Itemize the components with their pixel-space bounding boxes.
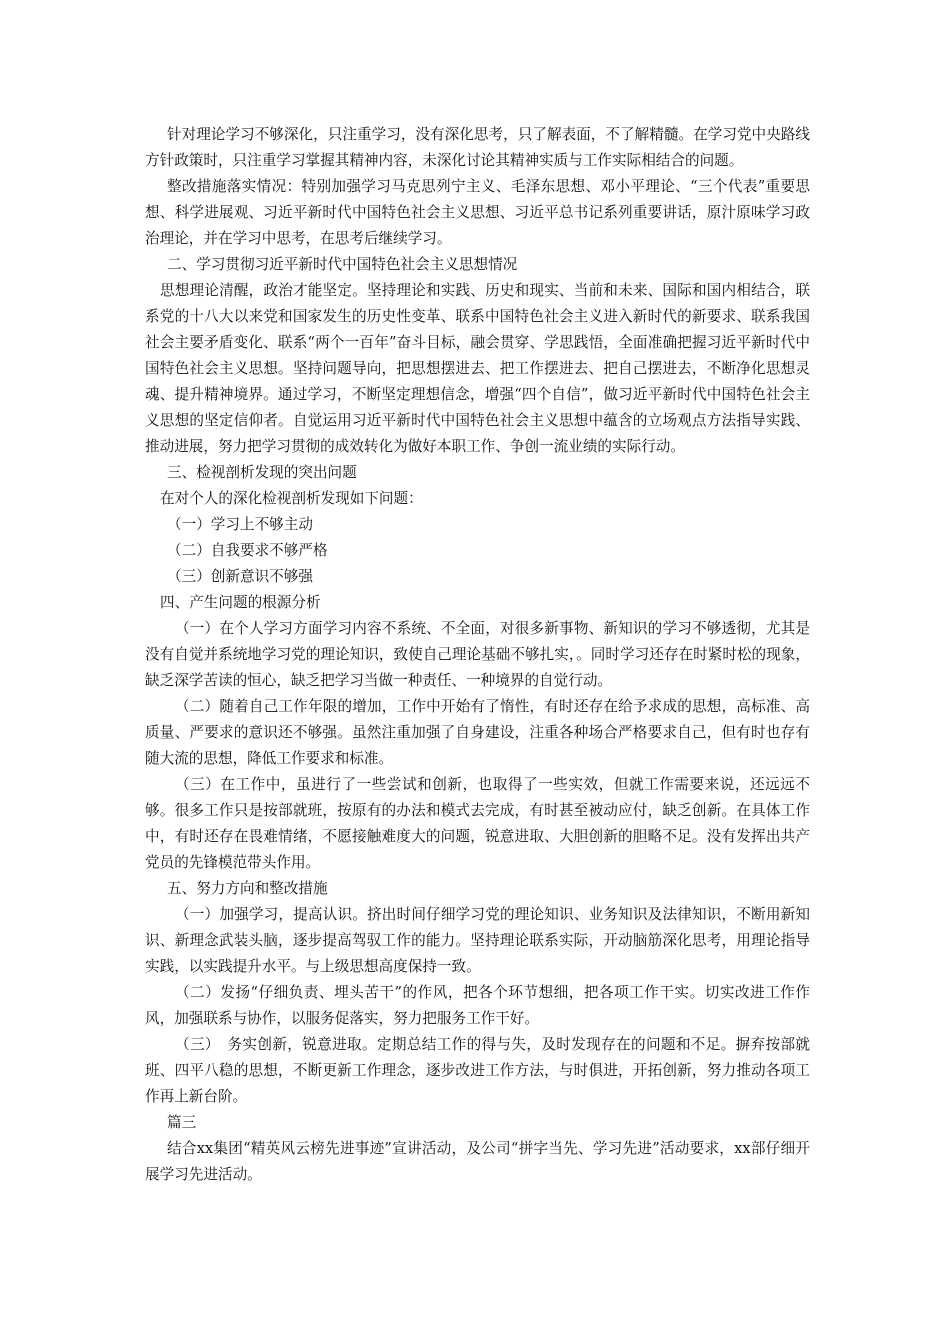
paragraph-theory-study-issue: 针对理论学习不够深化，只注重学习，没有深化思考，只了解表面，不了解精髓。在学习党中央路线方针政策时，只注重学习掌握其精神内容，未深化讨论其精神实质与工作实际相结合的问题。 xyxy=(145,126,810,169)
section-heading-2: 二、学习贯彻习近平新时代中国特色社会主义思想情况 xyxy=(167,256,518,273)
paragraph-learning-activity: 结合xx集团“精英风云榜先进事迹”宣讲活动，及公司“拼字当先、学习先进”活动要求，xx部仔细开展学习先进活动。 xyxy=(145,1140,810,1183)
paragraph-cause-1: （一）在个人学习方面学习内容不系统、不全面，对很多新事物、新知识的学习不够透彻，尤其是没有自觉并系统地学习党的理论知识，致使自己理论基础不够扎实，。同时学习还存在时紧时松的现象，缺乏深学苦读的恒心，缺乏把学习当做一种责任、一种境界的自觉行动。 xyxy=(145,620,810,689)
list-item-problem-2: （二）自我要求不够严格 xyxy=(167,542,328,559)
paragraph-cause-2: （二）随着自己工作年限的增加，工作中开始有了惰性，有时还存在给予求成的思想，高标准、高质量、严要求的意识还不够强。虽然注重加强了自身建设，注重各种场合严格要求自己，但有时也存有随大流的思想，降低工作要求和标准。 xyxy=(145,698,810,767)
paragraph-thought-theory: 思想理论清醒，政治才能坚定。坚持理论和实践、历史和现实、当前和未来、国际和国内相结合，联系党的十八大以来党和国家发生的历史性变革、联系中国特色社会主义进入新时代的新要求、联系我国社会主要矛盾变化、联系“两个一百年”奋斗目标，融会贯穿、学思践悟，全面准确把握习近平新时代中国特色社会主义思想。坚持问题导向，把思想摆进去、把工作摆进去、把自己摆进去，不断净化思想灵魂、提升精神境界。通过学习，不断坚定理想信念，增强“四个自信”，做习近平新时代中国特色社会主义思想的坚定信仰者。自觉运用习近平新时代中国特色社会主义思想中蕴含的立场观点方法指导实践、推动进展，努力把学习贯彻的成效转化为做好本职工作、争创一流业绩的实际行动。 xyxy=(145,282,810,455)
paragraph-problems-intro: 在对个人的深化检视剖析发现如下问题： xyxy=(160,490,423,507)
document-body xyxy=(145,122,810,1188)
paragraph-rectification-status: 整改措施落实情况：特别加强学习马克思列宁主义、毛泽东思想、邓小平理论、“三个代表”重要思想、科学进展观、习近平新时代中国特色社会主义思想、习近平总书记系列重要讲话，原汁原味学习政治理论，并在学习中思考，在思考后继续学习。 xyxy=(145,178,810,247)
paragraph-measure-2: （二）发扬“仔细负责、埋头苦干”的作风，把各个环节想细，把各项工作干实。切实改进工作作风，加强联系与协作，以服务促落实，努力把服务工作干好。 xyxy=(145,984,810,1027)
section-heading-part-3: 篇三 xyxy=(167,1114,197,1131)
paragraph-measure-3: （三） 务实创新，锐意进取。定期总结工作的得与失，及时发现存在的问题和不足。摒弃按部就班、四平八稳的思想，不断更新工作理念，逐步改进工作方法，与时俱进，开拓创新，努力推动各项工作再上新台阶。 xyxy=(145,1036,810,1105)
section-heading-5: 五、努力方向和整改措施 xyxy=(167,880,328,897)
list-item-problem-1: （一）学习上不够主动 xyxy=(167,516,313,533)
section-heading-3: 三、检视剖析发现的突出问题 xyxy=(167,464,357,481)
section-heading-4: 四、产生问题的根源分析 xyxy=(160,594,321,611)
list-item-problem-3: （三）创新意识不够强 xyxy=(167,568,313,585)
paragraph-cause-3: （三）在工作中，虽进行了一些尝试和创新，也取得了一些实效，但就工作需要来说，还远远不够。很多工作只是按部就班，按原有的办法和模式去完成，有时甚至被动应付，缺乏创新。在具体工作中，有时还存在畏难情绪，不愿接触难度大的问题，锐意进取、大胆创新的胆略不足。没有发挥出共产党员的先锋模范带头作用。 xyxy=(145,776,810,871)
paragraph-measure-1: （一）加强学习，提高认识。挤出时间仔细学习党的理论知识、业务知识及法律知识，不断用新知识、新理念武装头脑，逐步提高驾驭工作的能力。坚持理论联系实际，开动脑筋深化思考，用理论指导实践，以实践提升水平。与上级思想高度保持一致。 xyxy=(145,906,810,975)
